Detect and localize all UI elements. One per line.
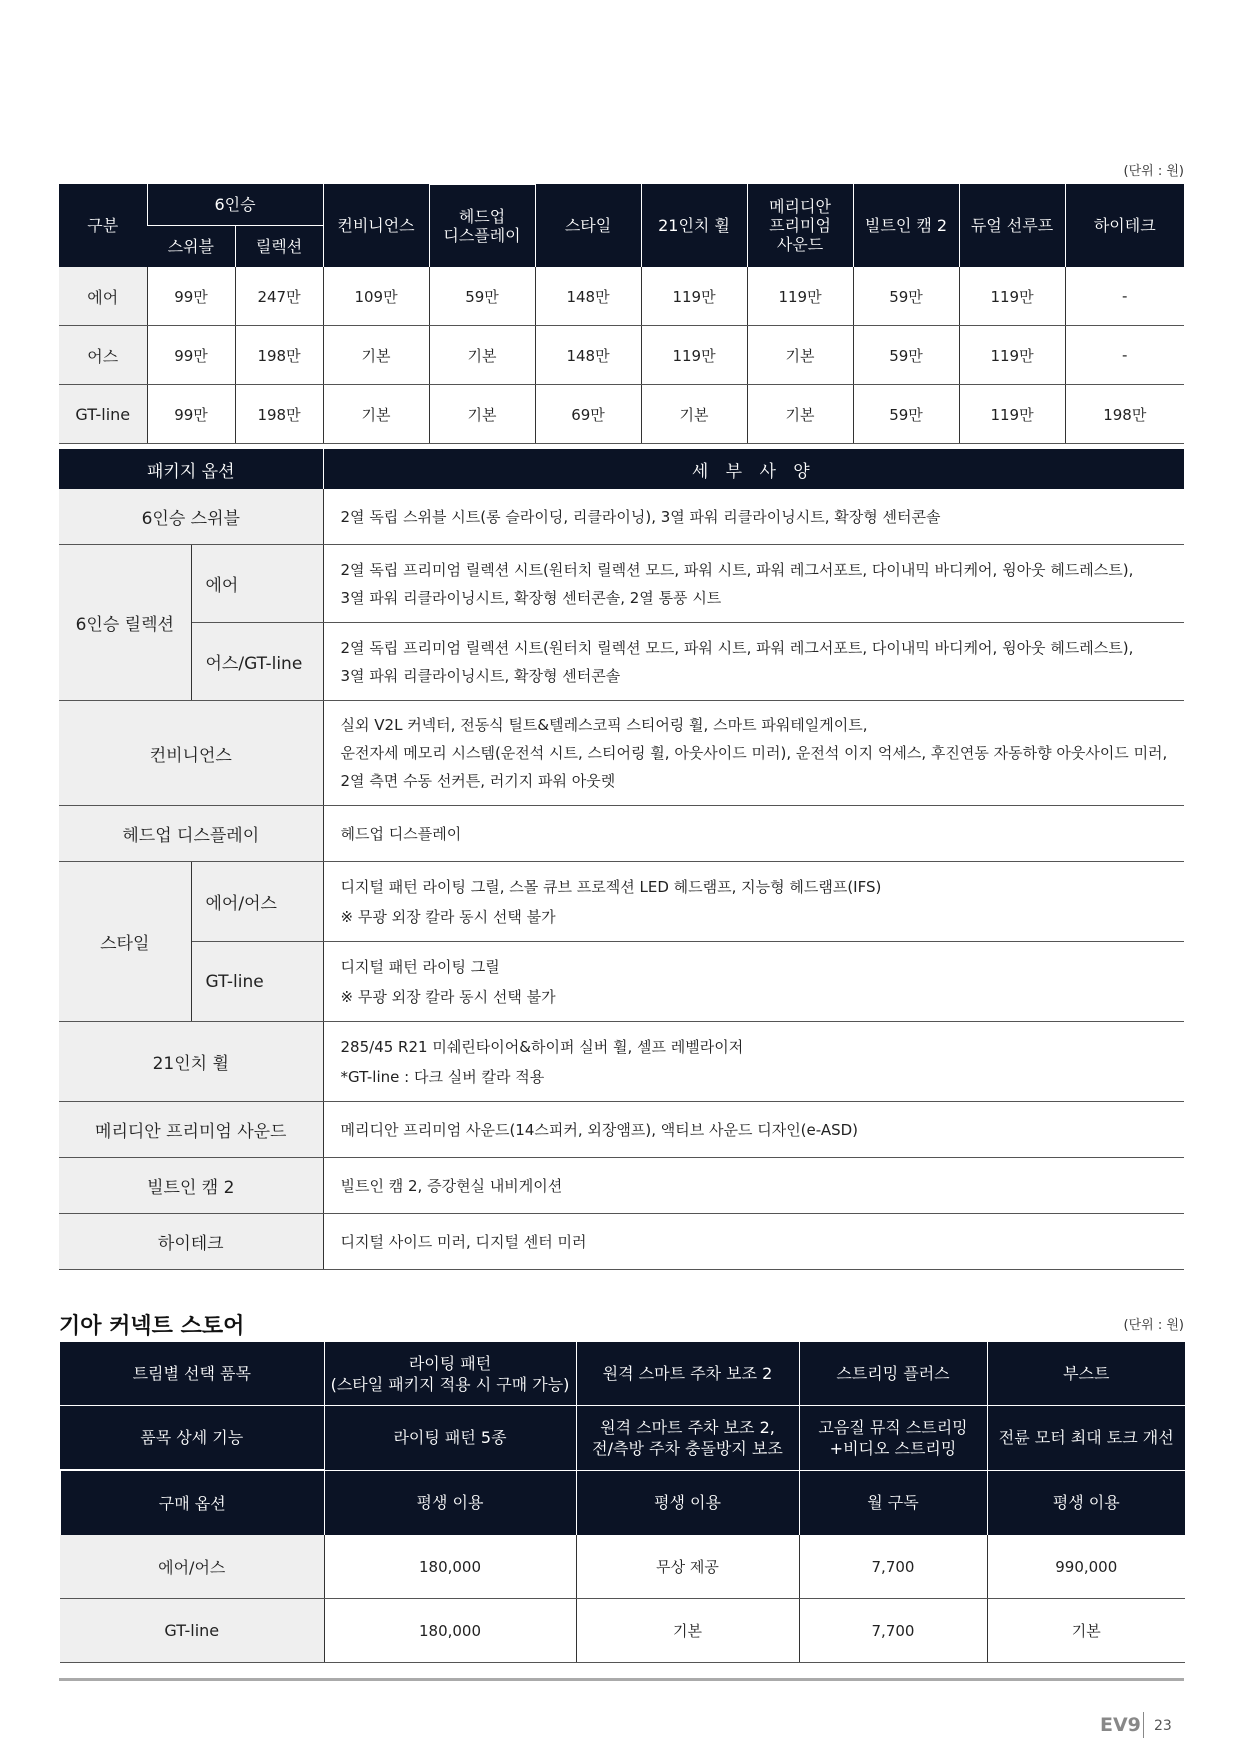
price-cell: 기본 <box>323 326 429 385</box>
price-cell: 148만 <box>535 326 641 385</box>
table-row <box>59 862 1184 942</box>
package-subtrim: GT-line <box>191 942 323 1022</box>
price-cell: 119만 <box>641 326 747 385</box>
price-cell: 기본 <box>987 1599 1185 1663</box>
table-row <box>60 1599 1185 1663</box>
price-cell: 119만 <box>959 267 1065 326</box>
package-name: 6인승 릴렉션 <box>59 545 191 701</box>
page-number: 23 <box>1154 1718 1172 1734</box>
purchase-cell: 평생 이용 <box>576 1470 799 1535</box>
price-cell: 기본 <box>323 385 429 444</box>
col-header-streaming: 스트리밍 플러스 <box>799 1342 987 1406</box>
col-header-boost: 부스트 <box>987 1342 1185 1406</box>
row-label: 어스 <box>59 326 147 385</box>
table-row <box>59 701 1184 806</box>
col-header-package: 패키지 옵션 <box>59 449 323 489</box>
price-cell: 기본 <box>747 385 853 444</box>
col-header-spec: 세 부 사 양 <box>323 449 1184 489</box>
col-header-style: 스타일 <box>535 184 641 267</box>
table-row <box>60 1535 1185 1599</box>
table-row <box>59 1158 1184 1214</box>
col-header-relax: 릴렉션 <box>235 226 323 268</box>
table-row <box>59 806 1184 862</box>
package-name: 헤드업 디스플레이 <box>59 806 323 862</box>
price-cell: 99만 <box>147 385 235 444</box>
purchase-cell: 평생 이용 <box>987 1470 1185 1535</box>
package-desc: 헤드업 디스플레이 <box>323 806 1184 862</box>
price-cell: 247만 <box>235 267 323 326</box>
price-cell: 기본 <box>576 1599 799 1663</box>
col-header-sunroof: 듀얼 선루프 <box>959 184 1065 267</box>
package-name: 21인치 휠 <box>59 1022 323 1102</box>
price-cell: 기본 <box>641 385 747 444</box>
price-cell: 59만 <box>853 326 959 385</box>
section-title: 기아 커넥트 스토어 <box>59 1314 245 1339</box>
col-header-parking: 원격 스마트 주차 보조 2 <box>576 1342 799 1406</box>
price-cell: 119만 <box>641 267 747 326</box>
col-header-6seat: 6인승 <box>147 184 323 226</box>
row-header-purchase: 구매 옵션 <box>60 1470 324 1535</box>
purchase-cell: 월 구독 <box>799 1470 987 1535</box>
price-cell: 198만 <box>235 326 323 385</box>
footer-brand: EV9 <box>1100 1714 1141 1736</box>
row-header-trim-option: 트림별 선택 품목 <box>60 1342 324 1406</box>
col-header-cam: 빌트인 캠 2 <box>853 184 959 267</box>
unit-label: (단위 : 원) <box>1123 164 1184 179</box>
price-cell: 180,000 <box>324 1535 576 1599</box>
col-header-hitech: 하이테크 <box>1065 184 1184 267</box>
footer-divider <box>59 1678 1184 1681</box>
price-cell: 198만 <box>235 385 323 444</box>
price-cell: 7,700 <box>799 1599 987 1663</box>
price-cell: 기본 <box>747 326 853 385</box>
price-cell: 69만 <box>535 385 641 444</box>
price-cell: - <box>1065 326 1184 385</box>
price-cell: 59만 <box>853 267 959 326</box>
detail-cell: 고음질 뮤직 스트리밍 +비디오 스트리밍 <box>799 1406 987 1471</box>
price-cell: 990,000 <box>987 1535 1185 1599</box>
price-cell: 119만 <box>747 267 853 326</box>
package-spec-table <box>59 449 1184 1270</box>
price-cell: 119만 <box>959 326 1065 385</box>
price-cell: 기본 <box>429 326 535 385</box>
price-cell: 7,700 <box>799 1535 987 1599</box>
table-row <box>59 545 1184 623</box>
package-desc: 2열 독립 스위블 시트(롱 슬라이딩, 리클라이닝), 3열 파워 리클라이닝시트, 확장형 센터콘솔 <box>323 489 1184 545</box>
package-subtrim: 에어/어스 <box>191 862 323 942</box>
table-row <box>59 326 1184 385</box>
col-header-hud: 헤드업 디스플레이 <box>429 184 535 267</box>
package-name: 스타일 <box>59 862 191 1022</box>
col-header-convenience: 컨비니언스 <box>323 184 429 267</box>
row-label: GT-line <box>60 1599 324 1663</box>
package-desc: 디지털 사이드 미러, 디지털 센터 미러 <box>323 1214 1184 1270</box>
row-header-detail: 품목 상세 기능 <box>60 1406 324 1471</box>
row-label: GT-line <box>59 385 147 444</box>
package-desc: 실외 V2L 커넥터, 전동식 틸트&텔레스코픽 스티어링 휠, 스마트 파워테일게이트, 운전자세 메모리 시스템(운전석 시트, 스티어링 휠, 아웃사이드 미러), 운전석 이지 억세스, 후진연동 자동하향 아웃사이드 미러, 2열 측면 수동 선커튼, 러기지 파워 아웃렛 <box>323 701 1184 806</box>
price-cell: 119만 <box>959 385 1065 444</box>
price-cell: 기본 <box>429 385 535 444</box>
package-desc: 2열 독립 프리미엄 릴렉션 시트(원터치 릴렉션 모드, 파워 시트, 파워 레그서포트, 다이내믹 바디케어, 윙아웃 헤드레스트), 3열 파워 리클라이닝시트, 확장형 센터콘솔 <box>323 623 1184 701</box>
price-cell: - <box>1065 267 1184 326</box>
price-cell: 99만 <box>147 267 235 326</box>
package-desc: 2열 독립 프리미엄 릴렉션 시트(원터치 릴렉션 모드, 파워 시트, 파워 레그서포트, 다이내믹 바디케어, 윙아웃 헤드레스트), 3열 파워 리클라이닝시트, 확장형 센터콘솔, 2열 통풍 시트 <box>323 545 1184 623</box>
table-row <box>59 1102 1184 1158</box>
detail-cell: 원격 스마트 주차 보조 2, 전/측방 주차 충돌방지 보조 <box>576 1406 799 1471</box>
col-header-swivel: 스위블 <box>147 226 235 268</box>
package-desc: 메리디안 프리미엄 사운드(14스피커, 외장앰프), 액티브 사운드 디자인(e-ASD) <box>323 1102 1184 1158</box>
package-desc: 빌트인 캠 2, 증강현실 내비게이션 <box>323 1158 1184 1214</box>
package-desc: 디지털 패턴 라이팅 그릴 ※ 무광 외장 칼라 동시 선택 불가 <box>323 942 1184 1022</box>
price-cell: 198만 <box>1065 385 1184 444</box>
price-cell: 무상 제공 <box>576 1535 799 1599</box>
package-name: 빌트인 캠 2 <box>59 1158 323 1214</box>
table-row <box>59 267 1184 326</box>
col-header-meridian: 메리디안 프리미엄 사운드 <box>747 184 853 267</box>
detail-cell: 전륜 모터 최대 토크 개선 <box>987 1406 1185 1471</box>
purchase-cell: 평생 이용 <box>324 1470 576 1535</box>
connect-store-table <box>59 1342 1185 1663</box>
detail-cell: 라이팅 패턴 5종 <box>324 1406 576 1471</box>
package-name: 6인승 스위블 <box>59 489 323 545</box>
table-row <box>59 623 1184 701</box>
price-cell: 99만 <box>147 326 235 385</box>
row-label: 에어 <box>59 267 147 326</box>
price-cell: 59만 <box>853 385 959 444</box>
package-name: 하이테크 <box>59 1214 323 1270</box>
col-header-wheel: 21인치 휠 <box>641 184 747 267</box>
col-header-category: 구분 <box>59 184 147 267</box>
table-row <box>59 489 1184 545</box>
package-desc: 285/45 R21 미쉐린타이어&하이퍼 실버 휠, 셀프 레벨라이저 *GT-line : 다크 실버 칼라 적용 <box>323 1022 1184 1102</box>
price-cell: 59만 <box>429 267 535 326</box>
table-row <box>59 942 1184 1022</box>
package-name: 메리디안 프리미엄 사운드 <box>59 1102 323 1158</box>
price-cell: 180,000 <box>324 1599 576 1663</box>
table-row <box>59 385 1184 444</box>
package-name: 컨비니언스 <box>59 701 323 806</box>
col-header-lighting: 라이팅 패턴 (스타일 패키지 적용 시 구매 가능) <box>324 1342 576 1406</box>
price-cell: 109만 <box>323 267 429 326</box>
unit-label: (단위 : 원) <box>1123 1318 1184 1333</box>
price-cell: 148만 <box>535 267 641 326</box>
footer-separator <box>1143 1712 1144 1738</box>
package-desc: 디지털 패턴 라이팅 그릴, 스몰 큐브 프로젝션 LED 헤드램프, 지능형 헤드램프(IFS) ※ 무광 외장 칼라 동시 선택 불가 <box>323 862 1184 942</box>
row-label: 에어/어스 <box>60 1535 324 1599</box>
package-subtrim: 어스/GT-line <box>191 623 323 701</box>
table-row <box>59 1022 1184 1102</box>
table-row <box>59 1214 1184 1270</box>
option-price-table <box>59 184 1184 444</box>
package-subtrim: 에어 <box>191 545 323 623</box>
